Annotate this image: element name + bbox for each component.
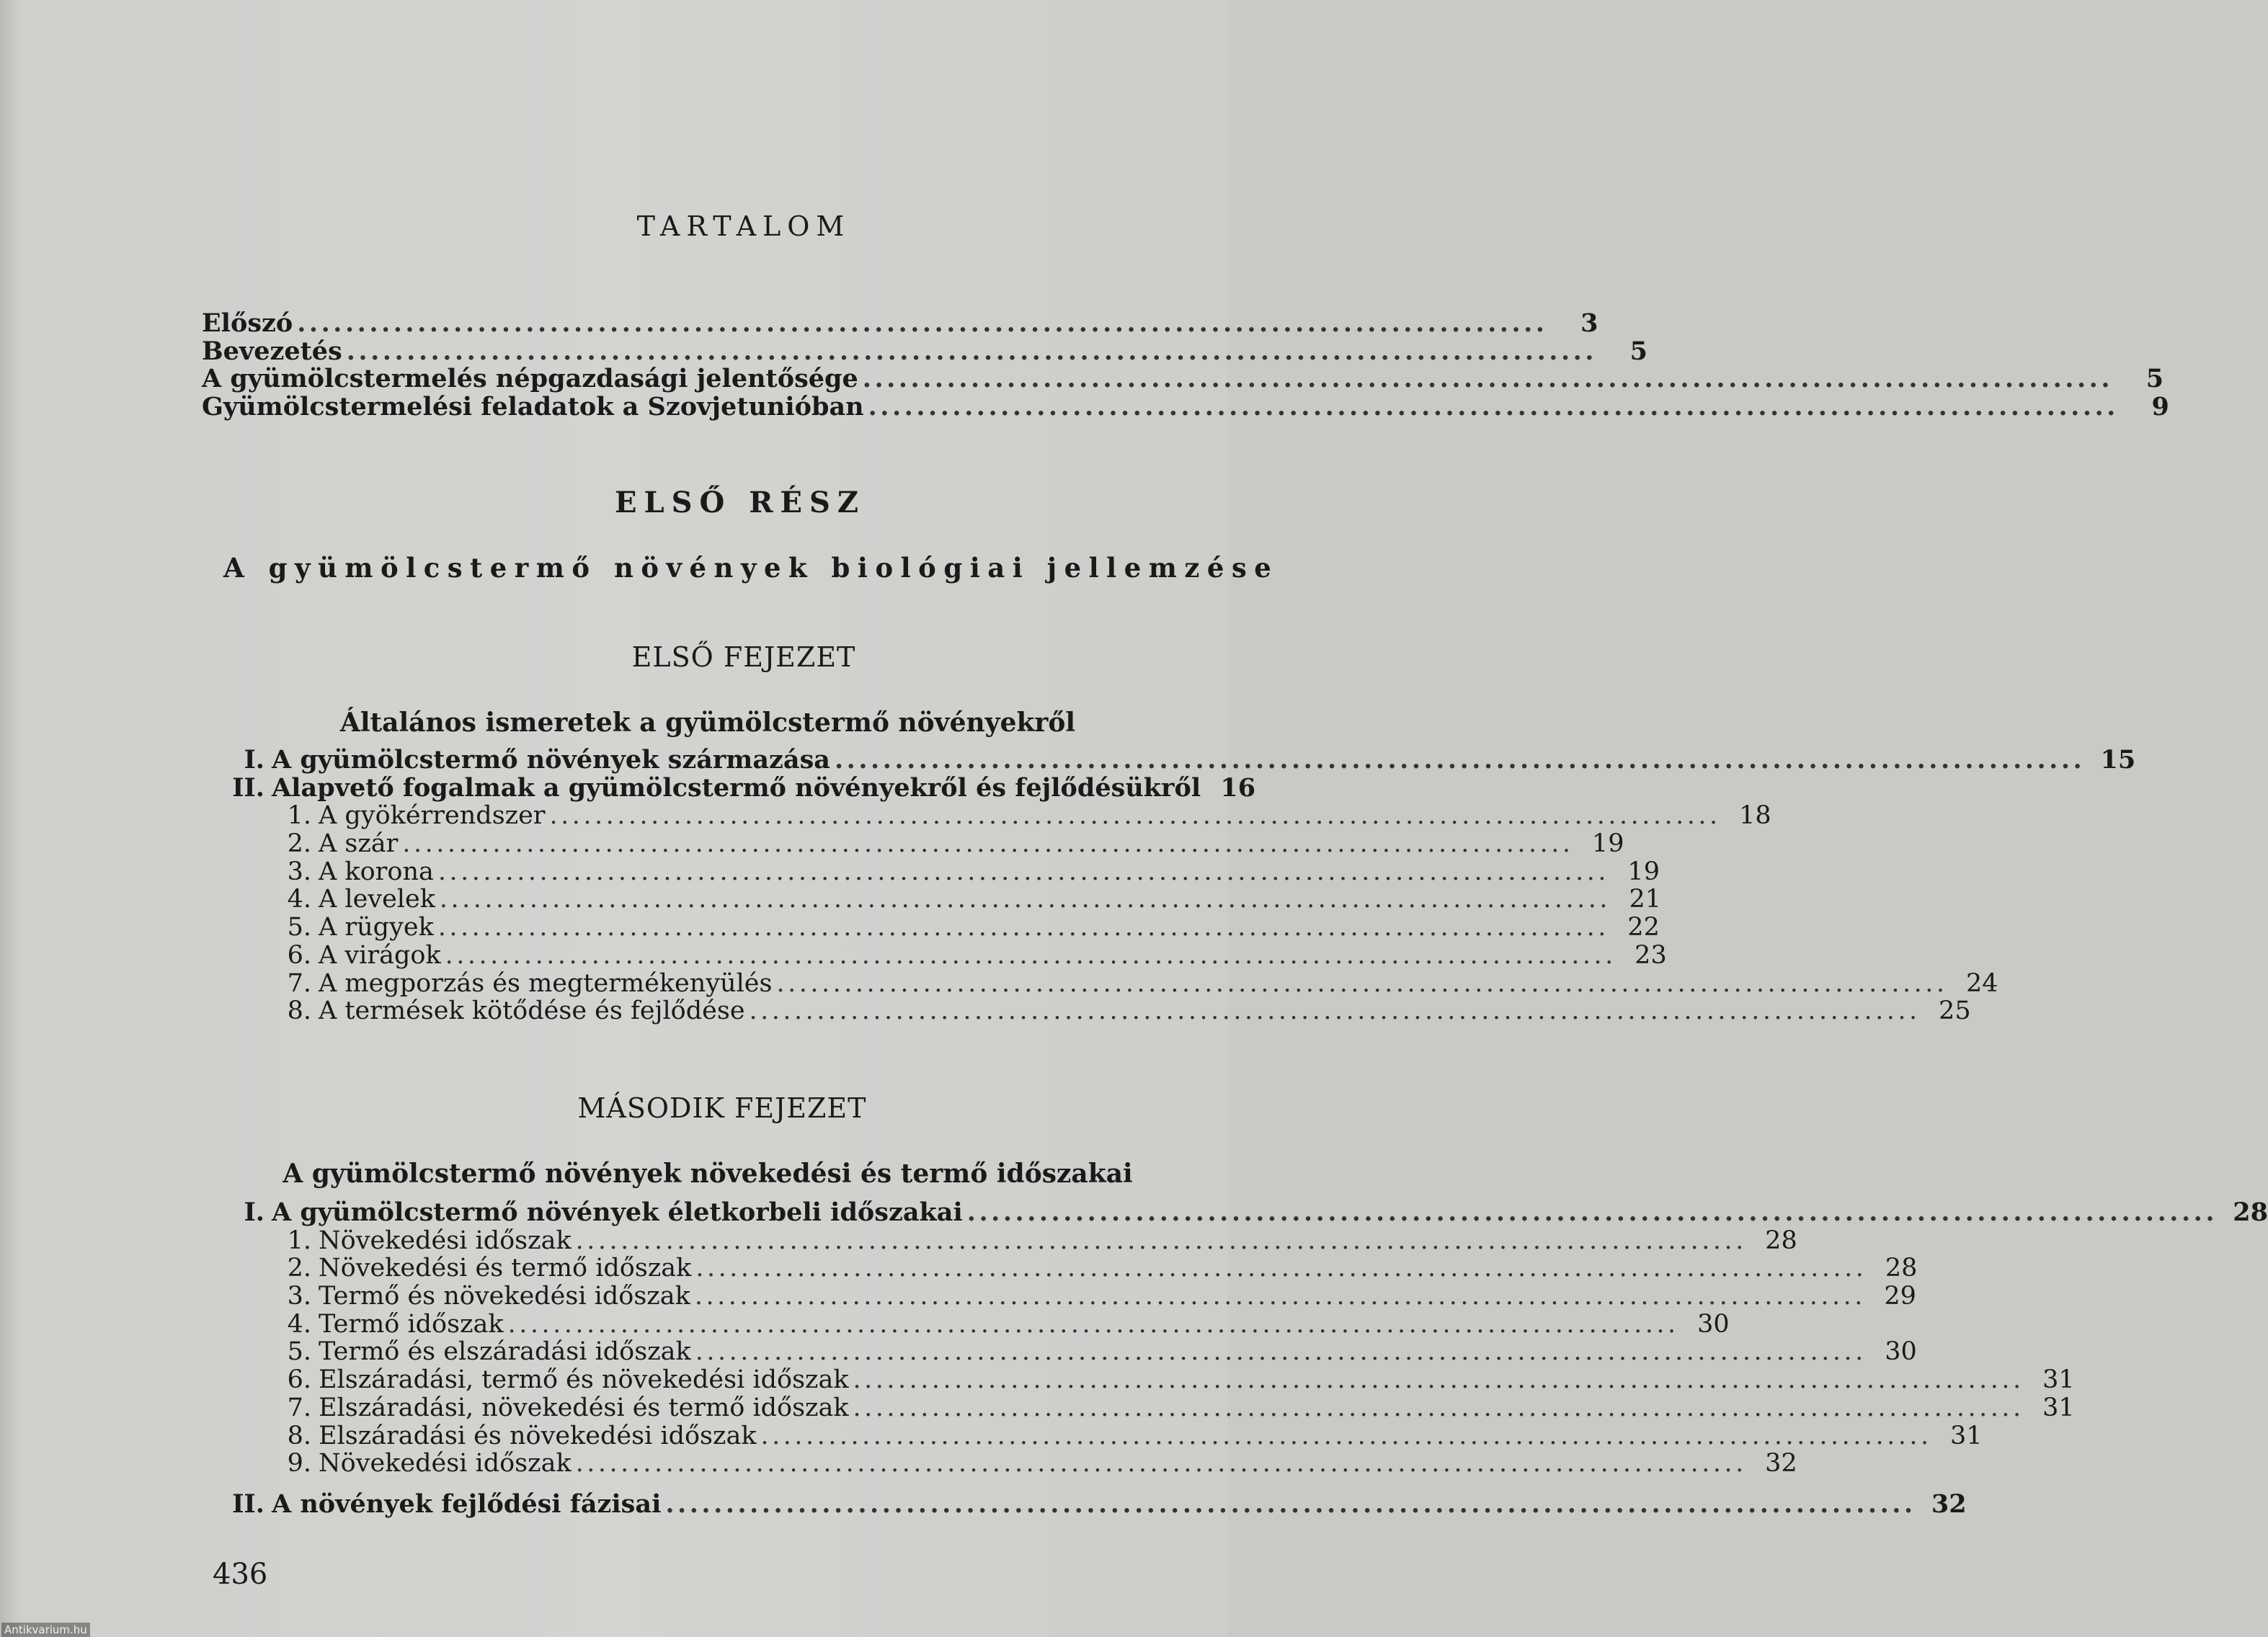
toc-entry xyxy=(202,308,1598,338)
leader-dots: ........................................................................................................ xyxy=(749,996,1921,1026)
page-number: 436 xyxy=(213,1558,268,1591)
toc-entry-text: A megporzás és megtermékenyülés xyxy=(319,968,773,998)
toc-entry-number: 1. xyxy=(287,801,311,831)
chapter-2-title: A gyümölcstermő növények növekedési és termő időszakai xyxy=(283,1159,1133,1189)
toc-entry xyxy=(227,1489,1967,1519)
toc-entry-text: Alapvető fogalmak a gyümölcstermő növényekről és fejlődésükről xyxy=(272,772,1201,803)
toc-entry-text: Elszáradási, növekedési és termő időszak xyxy=(319,1393,849,1422)
toc-entry-number: 7. xyxy=(287,1393,311,1422)
toc-entry xyxy=(227,829,1624,859)
leader-dots: ........................................................................................................ xyxy=(834,745,2086,775)
leader-dots: ........................................................................................................ xyxy=(445,940,1616,970)
toc-entry-page: 18 xyxy=(1739,801,1771,831)
toc-entry-text: A rügyek xyxy=(319,913,434,942)
toc-entry-page: 31 xyxy=(2042,1365,2075,1395)
leader-dots: ........................................................................................................ xyxy=(549,801,1721,831)
toc-entry-number: II. xyxy=(232,1489,264,1519)
toc-entry-number: 7. xyxy=(287,968,311,998)
toc-entry-text: A gyümölcstermelés népgazdasági jelentősége xyxy=(202,364,858,394)
toc-entry-number: 4. xyxy=(287,885,311,914)
toc-entry-page: 25 xyxy=(1939,996,1971,1026)
toc-entry-number: 1. xyxy=(287,1226,311,1255)
part-subtitle: A gyümölcstermő növények biológiai jellemzése xyxy=(223,552,1279,584)
toc-entry-text: Előszó xyxy=(202,308,293,338)
toc-entry-text: Termő és növekedési időszak xyxy=(319,1282,690,1311)
toc-entry xyxy=(202,392,2169,422)
chapter-1-label: ELSŐ FEJEZET xyxy=(631,641,856,673)
toc-entry-number: I. xyxy=(244,745,264,775)
toc-entry xyxy=(227,968,1998,998)
leader-dots: ........................................................................................................ xyxy=(402,829,1574,859)
toc-entry-number: 6. xyxy=(287,940,311,970)
leader-dots: ........................................................................................................ xyxy=(575,1226,1747,1255)
toc-entry-page: 32 xyxy=(1765,1449,1797,1478)
toc-entry xyxy=(227,1449,1797,1478)
leader-dots: ........................................................................................................ xyxy=(575,1449,1747,1478)
toc-entry-number: 2. xyxy=(287,1254,311,1283)
toc-entry-page: 23 xyxy=(1635,940,1667,970)
toc-title: TARTALOM xyxy=(636,210,851,242)
toc-entry xyxy=(202,336,1647,366)
leader-dots: ........................................................................................................ xyxy=(695,1337,1867,1367)
toc-entry-text: Termő és elszáradási időszak xyxy=(319,1337,691,1367)
toc-entry-page: 30 xyxy=(1885,1337,1917,1367)
leader-dots: ........................................................................................................ xyxy=(760,1421,1932,1450)
toc-entry-text: Növekedési időszak xyxy=(319,1226,572,1255)
leader-dots: ........................................................................................................ xyxy=(776,968,1948,998)
toc-entry-number: II. xyxy=(232,772,264,803)
toc-entry xyxy=(227,885,1661,914)
toc-entry-text: A gyümölcstermő növények származása xyxy=(272,745,830,775)
leader-dots: ........................................................................................................ xyxy=(437,913,1609,942)
part-title: ELSŐ RÉSZ xyxy=(614,486,866,519)
toc-entry-number: 8. xyxy=(287,1421,311,1450)
leader-dots: ........................................................................................................ xyxy=(297,308,1548,338)
toc-entry xyxy=(227,1309,1730,1339)
toc-entry xyxy=(202,364,2164,394)
leader-dots: ........................................................................................................ xyxy=(439,885,1611,914)
toc-entry-number: 3. xyxy=(287,857,311,886)
toc-entry xyxy=(227,1282,1916,1311)
leader-dots: ........................................................................................................ xyxy=(868,392,2119,422)
toc-entry-number: 8. xyxy=(287,996,311,1026)
toc-entry xyxy=(227,745,2136,775)
toc-entry-page: 32 xyxy=(1931,1489,1967,1519)
toc-entry-number: 6. xyxy=(287,1365,311,1395)
toc-entry-text: Elszáradási és növekedési időszak xyxy=(319,1421,757,1450)
toc-entry-page: 9 xyxy=(2151,392,2169,422)
leader-dots: ........................................................................................................ xyxy=(346,336,1597,366)
leader-dots: ........................................................................................................ xyxy=(437,857,1609,886)
leader-dots: ........................................................................................................ xyxy=(862,364,2114,394)
toc-entry-page: 31 xyxy=(2042,1393,2075,1422)
toc-entry-text: Bevezetés xyxy=(202,336,342,366)
toc-entry-page: 5 xyxy=(2145,364,2164,394)
toc-entry-page: 29 xyxy=(1884,1282,1916,1311)
toc-entry xyxy=(227,857,1660,886)
toc-entry-page: 24 xyxy=(1966,968,1998,998)
leader-dots: ........................................................................................................ xyxy=(507,1309,1679,1339)
leader-dots: ........................................................................................................ xyxy=(694,1282,1866,1311)
toc-entry-page: 19 xyxy=(1627,857,1660,886)
leader-dots: ........................................................................................................ xyxy=(853,1393,2024,1422)
toc-entry-page: 28 xyxy=(1765,1226,1797,1255)
toc-entry xyxy=(227,1393,2075,1422)
toc-entry xyxy=(227,913,1660,942)
toc-entry xyxy=(227,1365,2075,1395)
toc-entry-number: 9. xyxy=(287,1449,311,1478)
leader-dots: ........................................................................................................ xyxy=(695,1254,1867,1283)
toc-entry-text: A növények fejlődési fázisai xyxy=(272,1489,662,1519)
toc-entry-page: 19 xyxy=(1591,829,1624,859)
toc-entry xyxy=(227,996,1971,1026)
toc-entry xyxy=(227,1337,1917,1367)
toc-entry-page: 28 xyxy=(2233,1197,2268,1227)
toc-entry-text: A gyümölcstermő növények életkorbeli időszakai xyxy=(272,1197,963,1227)
toc-entry-text: A szár xyxy=(319,829,399,859)
toc-entry xyxy=(227,940,1667,970)
toc-entry-text: Növekedési és termő időszak xyxy=(319,1254,692,1283)
toc-entry-text: A gyökérrendszer xyxy=(319,801,546,831)
leader-dots: ........................................................................................................ xyxy=(853,1365,2024,1395)
toc-entry-page: 22 xyxy=(1627,913,1660,942)
toc-entry xyxy=(227,772,1256,803)
toc-entry-page: 5 xyxy=(1629,336,1647,366)
toc-entry xyxy=(227,801,1771,831)
toc-entry xyxy=(227,1197,2268,1227)
leader-dots: ........................................................................................................ xyxy=(665,1489,1916,1519)
toc-entry-text: A termések kötődése és fejlődése xyxy=(319,996,745,1026)
toc-entry-number: 5. xyxy=(287,1337,311,1367)
watermark: Antikvarium.hu xyxy=(1,1623,90,1637)
toc-entry-page: 3 xyxy=(1580,308,1598,338)
toc-entry xyxy=(227,1421,1983,1450)
chapter-2-label: MÁSODIK FEJEZET xyxy=(577,1092,867,1124)
chapter-1-title: Általános ismeretek a gyümölcstermő növényekről xyxy=(339,708,1076,738)
toc-entry-page: 16 xyxy=(1220,772,1256,803)
chapter-2-entries xyxy=(227,1197,2268,1519)
toc-entry-text: Gyümölcstermelési feladatok a Szovjetunióban xyxy=(202,392,864,422)
toc-entry-page: 28 xyxy=(1885,1254,1918,1283)
toc-entry-page: 21 xyxy=(1629,885,1661,914)
toc-entry-text: Elszáradási, termő és növekedési időszak xyxy=(319,1365,849,1395)
front-matter-list xyxy=(202,308,2169,422)
toc-entry-text: A virágok xyxy=(319,940,441,970)
toc-entry-number: 4. xyxy=(287,1309,311,1339)
toc-entry xyxy=(227,1226,1797,1255)
toc-entry xyxy=(227,1254,1918,1283)
toc-entry-text: Termő időszak xyxy=(319,1309,504,1339)
leader-dots: ........................................................................................................ xyxy=(966,1197,2218,1227)
toc-entry-page: 15 xyxy=(2100,745,2136,775)
toc-entry-text: A korona xyxy=(319,857,434,886)
toc-entry-page: 31 xyxy=(1950,1421,1983,1450)
chapter-1-entries xyxy=(227,745,2136,1026)
toc-entry-number: 3. xyxy=(287,1282,311,1311)
toc-entry-text: Növekedési időszak xyxy=(319,1449,572,1478)
toc-entry-text: A levelek xyxy=(319,885,435,914)
toc-entry-page: 30 xyxy=(1697,1309,1730,1339)
toc-entry-number: 2. xyxy=(287,829,311,859)
toc-entry-number: 5. xyxy=(287,913,311,942)
toc-entry-number: I. xyxy=(244,1197,264,1227)
